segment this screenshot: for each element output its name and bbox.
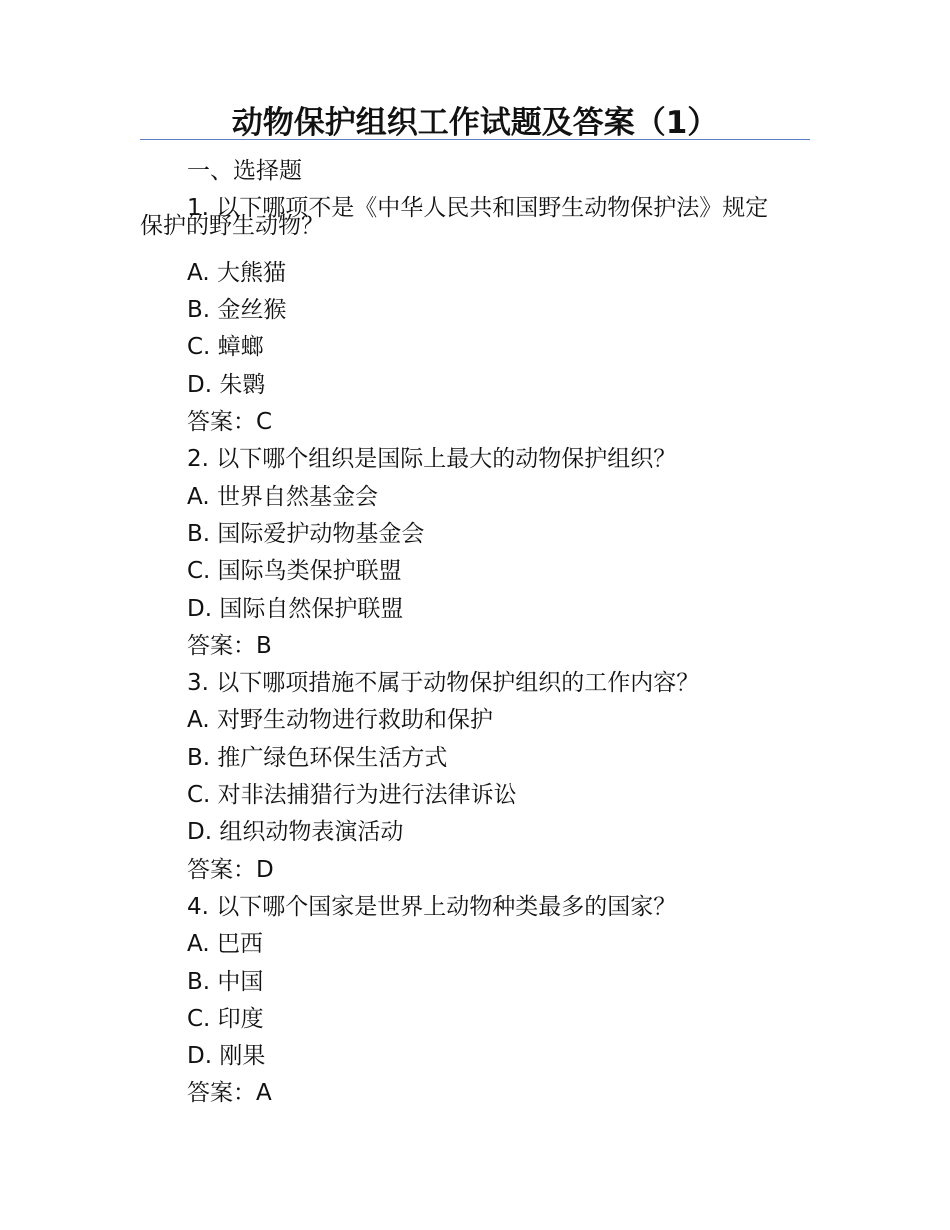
answer: 答案：A [187, 1080, 272, 1107]
section-heading: 一、选择题 [187, 158, 302, 184]
answer: 答案：D [187, 856, 274, 883]
option-c: C. 对非法捕猎行为进行法律诉讼 [187, 782, 517, 809]
option-b: B. 推广绿色环保生活方式 [187, 744, 448, 771]
title-underline [140, 139, 810, 140]
option-d: D. 国际自然保护联盟 [187, 595, 404, 622]
document-body [0, 153, 950, 1113]
option-d: D. 刚果 [187, 1043, 266, 1070]
option-b: B. 金丝猴 [187, 297, 287, 324]
option-a: A. 对野生动物进行救助和保护 [187, 707, 493, 734]
option-a: A. 巴西 [187, 931, 263, 958]
answer: 答案：B [187, 632, 272, 659]
option-c: C. 印度 [187, 1005, 264, 1032]
option-b: B. 中国 [187, 968, 264, 995]
option-b: B. 国际爱护动物基金会 [187, 520, 425, 547]
question-3 [0, 665, 950, 889]
question-4 [0, 889, 950, 1113]
question-stem: 2. 以下哪个组织是国际上最大的动物保护组织？ [187, 446, 677, 473]
option-a: A. 世界自然基金会 [187, 483, 378, 510]
document-title: 动物保护组织工作试题及答案（1） [231, 105, 719, 141]
option-a: A. 大熊猫 [187, 259, 286, 286]
question-stem-continued: 保护的野生动物？ [140, 212, 324, 239]
question-1 [0, 190, 950, 441]
option-d: D. 朱鹮 [187, 371, 266, 398]
option-c: C. 蟑螂 [187, 334, 264, 361]
question-stem: 1. 以下哪项不是《中华人民共和国野生动物保护法》规定 [187, 195, 769, 222]
question-stem: 3. 以下哪项措施不属于动物保护组织的工作内容？ [187, 670, 700, 697]
question-2 [0, 441, 950, 665]
question-stem: 4. 以下哪个国家是世界上动物种类最多的国家？ [187, 893, 677, 920]
option-c: C. 国际鸟类保护联盟 [187, 558, 402, 585]
answer: 答案：C [187, 409, 273, 436]
option-d: D. 组织动物表演活动 [187, 819, 404, 846]
